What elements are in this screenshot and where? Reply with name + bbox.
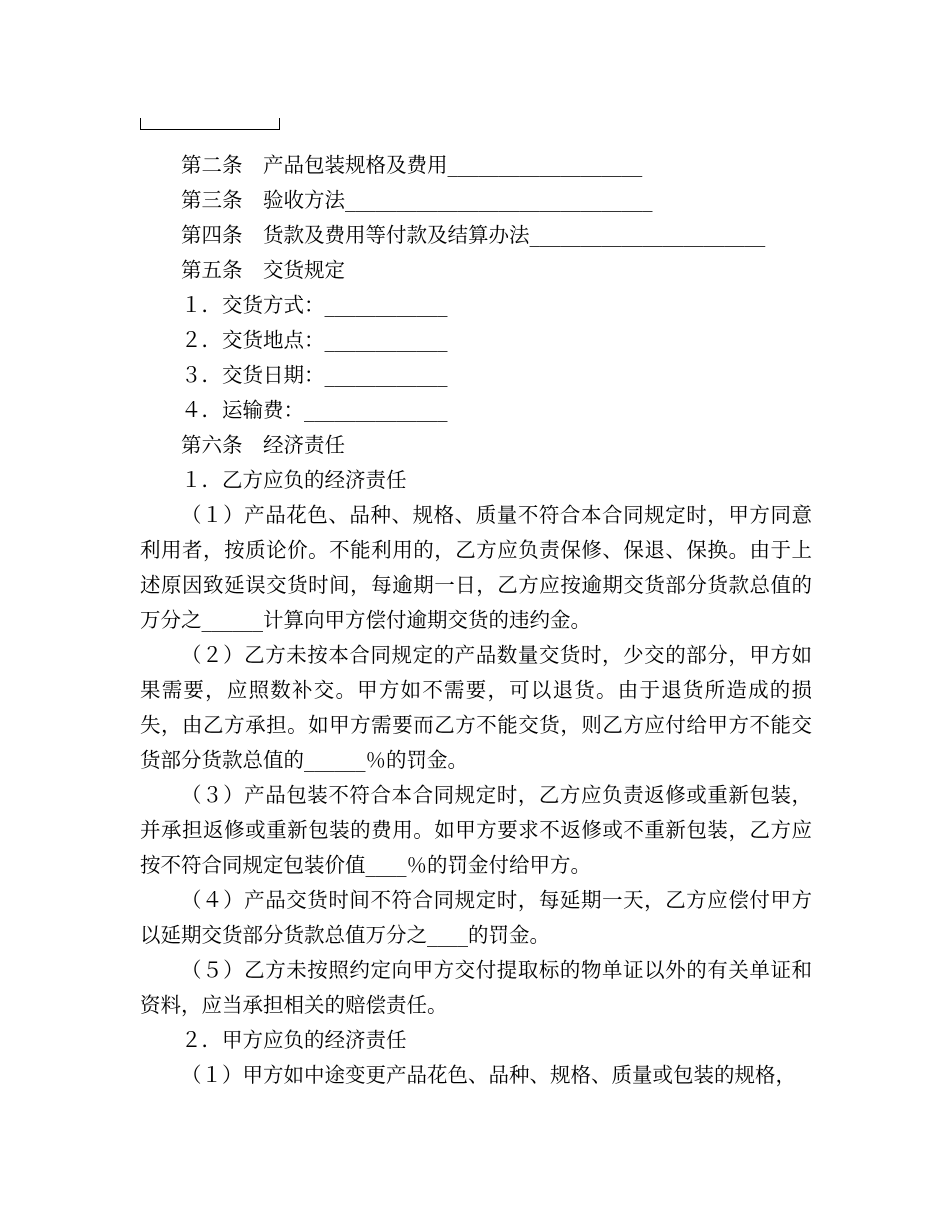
- clause-b-5: （５）乙方未按照约定向甲方交付提取标的物单证以外的有关单证和资料，应当承担相关的赔偿责任。: [140, 958, 812, 1017]
- delivery-date: ３．交货日期：____________: [181, 363, 448, 387]
- clause-b-1: （１）产品花色、品种、规格、质量不符合本合同规定时，甲方同意利用者，按质论价。不能利用的，乙方应负责保修、保退、保换。由于上述原因致延误交货时间，每逾期一日，乙方应按逾期交货部分货款总值的万分之______计算向甲方偿付逾期交货的违约金。: [140, 503, 812, 632]
- article-3: 第三条 验收方法______________________________: [181, 188, 653, 212]
- table-bottom-border: [140, 129, 280, 130]
- article-4: 第四条 货款及费用等付款及结算办法_______________________: [181, 223, 766, 247]
- clause-b-2: （２）乙方未按本合同规定的产品数量交货时，少交的部分，甲方如果需要，应照数补交。甲方如不需要，可以退货。由于退货所造成的损失，由乙方承担。如甲方需要而乙方不能交货，则乙方应付给甲方不能交货部分货款总值的______％的罚金。: [140, 643, 812, 772]
- transport-fee: ４．运输费：______________: [181, 398, 448, 422]
- table-right-border: [279, 118, 280, 130]
- contract-body: [140, 148, 812, 1093]
- article-6: 第六条 经济责任: [181, 433, 345, 457]
- delivery-location: ２．交货地点：____________: [181, 328, 448, 352]
- party-a-liability-heading: ２．甲方应负的经济责任: [181, 1028, 407, 1052]
- article-2: 第二条 产品包装规格及费用___________________: [181, 153, 643, 177]
- clause-b-3: （３）产品包装不符合本合同规定时，乙方应负责返修或重新包装，并承担返修或重新包装的费用。如甲方要求不返修或不重新包装，乙方应按不符合同规定包装价值____％的罚金付给甲方。: [140, 783, 812, 877]
- party-b-liability-heading: １．乙方应负的经济责任: [181, 468, 407, 492]
- clause-b-4: （４）产品交货时间不符合同规定时，每延期一天，乙方应偿付甲方以延期交货部分货款总值万分之____的罚金。: [140, 888, 812, 947]
- clause-a-1-start: （１）甲方如中途变更产品花色、品种、规格、质量或包装的规格，: [181, 1063, 796, 1087]
- table-border-fragment: [140, 118, 280, 130]
- delivery-method: １．交货方式：____________: [181, 293, 448, 317]
- article-5: 第五条 交货规定: [181, 258, 345, 282]
